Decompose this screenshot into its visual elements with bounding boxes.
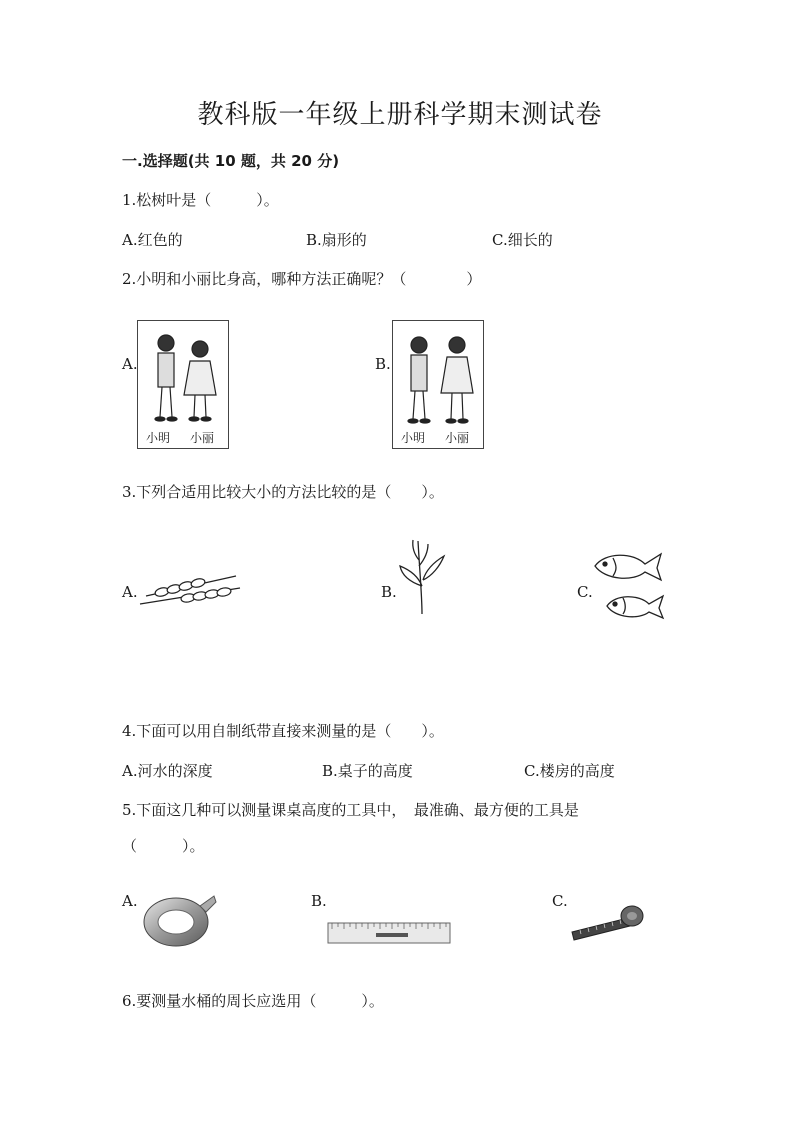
steel-tape-roll-icon[interactable] xyxy=(140,890,216,950)
question-5-stem-line1: 5.下面这几种可以测量课桌高度的工具中， 最准确、最方便的工具是 xyxy=(122,801,579,819)
wheat-ears-icon[interactable] xyxy=(140,566,246,608)
question-5-option-a-label[interactable]: A. xyxy=(122,892,138,910)
question-5-stem-line2: （ ）。 xyxy=(122,837,205,855)
question-2-stem: 2.小明和小丽比身高，哪种方法正确呢？（ ） xyxy=(122,270,482,288)
question-4-option-a[interactable]: A.河水的深度 xyxy=(122,762,213,780)
height-comparison-figure-a[interactable] xyxy=(137,320,229,449)
fish-icon[interactable] xyxy=(593,548,665,620)
figure-a-caption-boy: 小明 xyxy=(146,431,171,445)
figure-b-caption-girl: 小丽 xyxy=(445,431,470,445)
question-5-option-b-label[interactable]: B. xyxy=(311,892,327,910)
question-4-option-b[interactable]: B.桌子的高度 xyxy=(322,762,413,780)
page-title: 教科版一年级上册科学期末测试卷 xyxy=(197,100,603,130)
question-1-option-b[interactable]: B.扇形的 xyxy=(306,231,367,249)
question-2-option-a-label[interactable]: A. xyxy=(122,355,138,373)
ruler-icon[interactable] xyxy=(328,922,452,944)
height-comparison-figure-b[interactable] xyxy=(392,320,484,449)
question-4-option-c[interactable]: C.楼房的高度 xyxy=(524,762,615,780)
seedling-icon[interactable] xyxy=(398,536,450,616)
question-4-stem: 4.下面可以用自制纸带直接来测量的是（ ）。 xyxy=(122,722,444,740)
question-3-option-a-label[interactable]: A. xyxy=(122,583,138,601)
question-3-option-b-label[interactable]: B. xyxy=(381,583,397,601)
question-1-option-c[interactable]: C.细长的 xyxy=(492,231,553,249)
figure-b-caption-boy: 小明 xyxy=(401,431,426,445)
section-heading: 一.选择题(共 10 题，共 20 分) xyxy=(122,152,340,170)
question-3-stem: 3.下列合适用比较大小的方法比较的是（ ）。 xyxy=(122,483,444,501)
question-1-stem: 1.松树叶是（ ）。 xyxy=(122,191,279,209)
figure-a-caption-girl: 小丽 xyxy=(190,431,215,445)
measuring-tape-icon[interactable] xyxy=(570,902,646,942)
question-3-option-c-label[interactable]: C. xyxy=(577,583,593,601)
question-6-stem: 6.要测量水桶的周长应选用（ ）。 xyxy=(122,992,384,1010)
question-1-option-a[interactable]: A.红色的 xyxy=(122,231,183,249)
question-2-option-b-label[interactable]: B. xyxy=(375,355,391,373)
question-5-option-c-label[interactable]: C. xyxy=(552,892,568,910)
